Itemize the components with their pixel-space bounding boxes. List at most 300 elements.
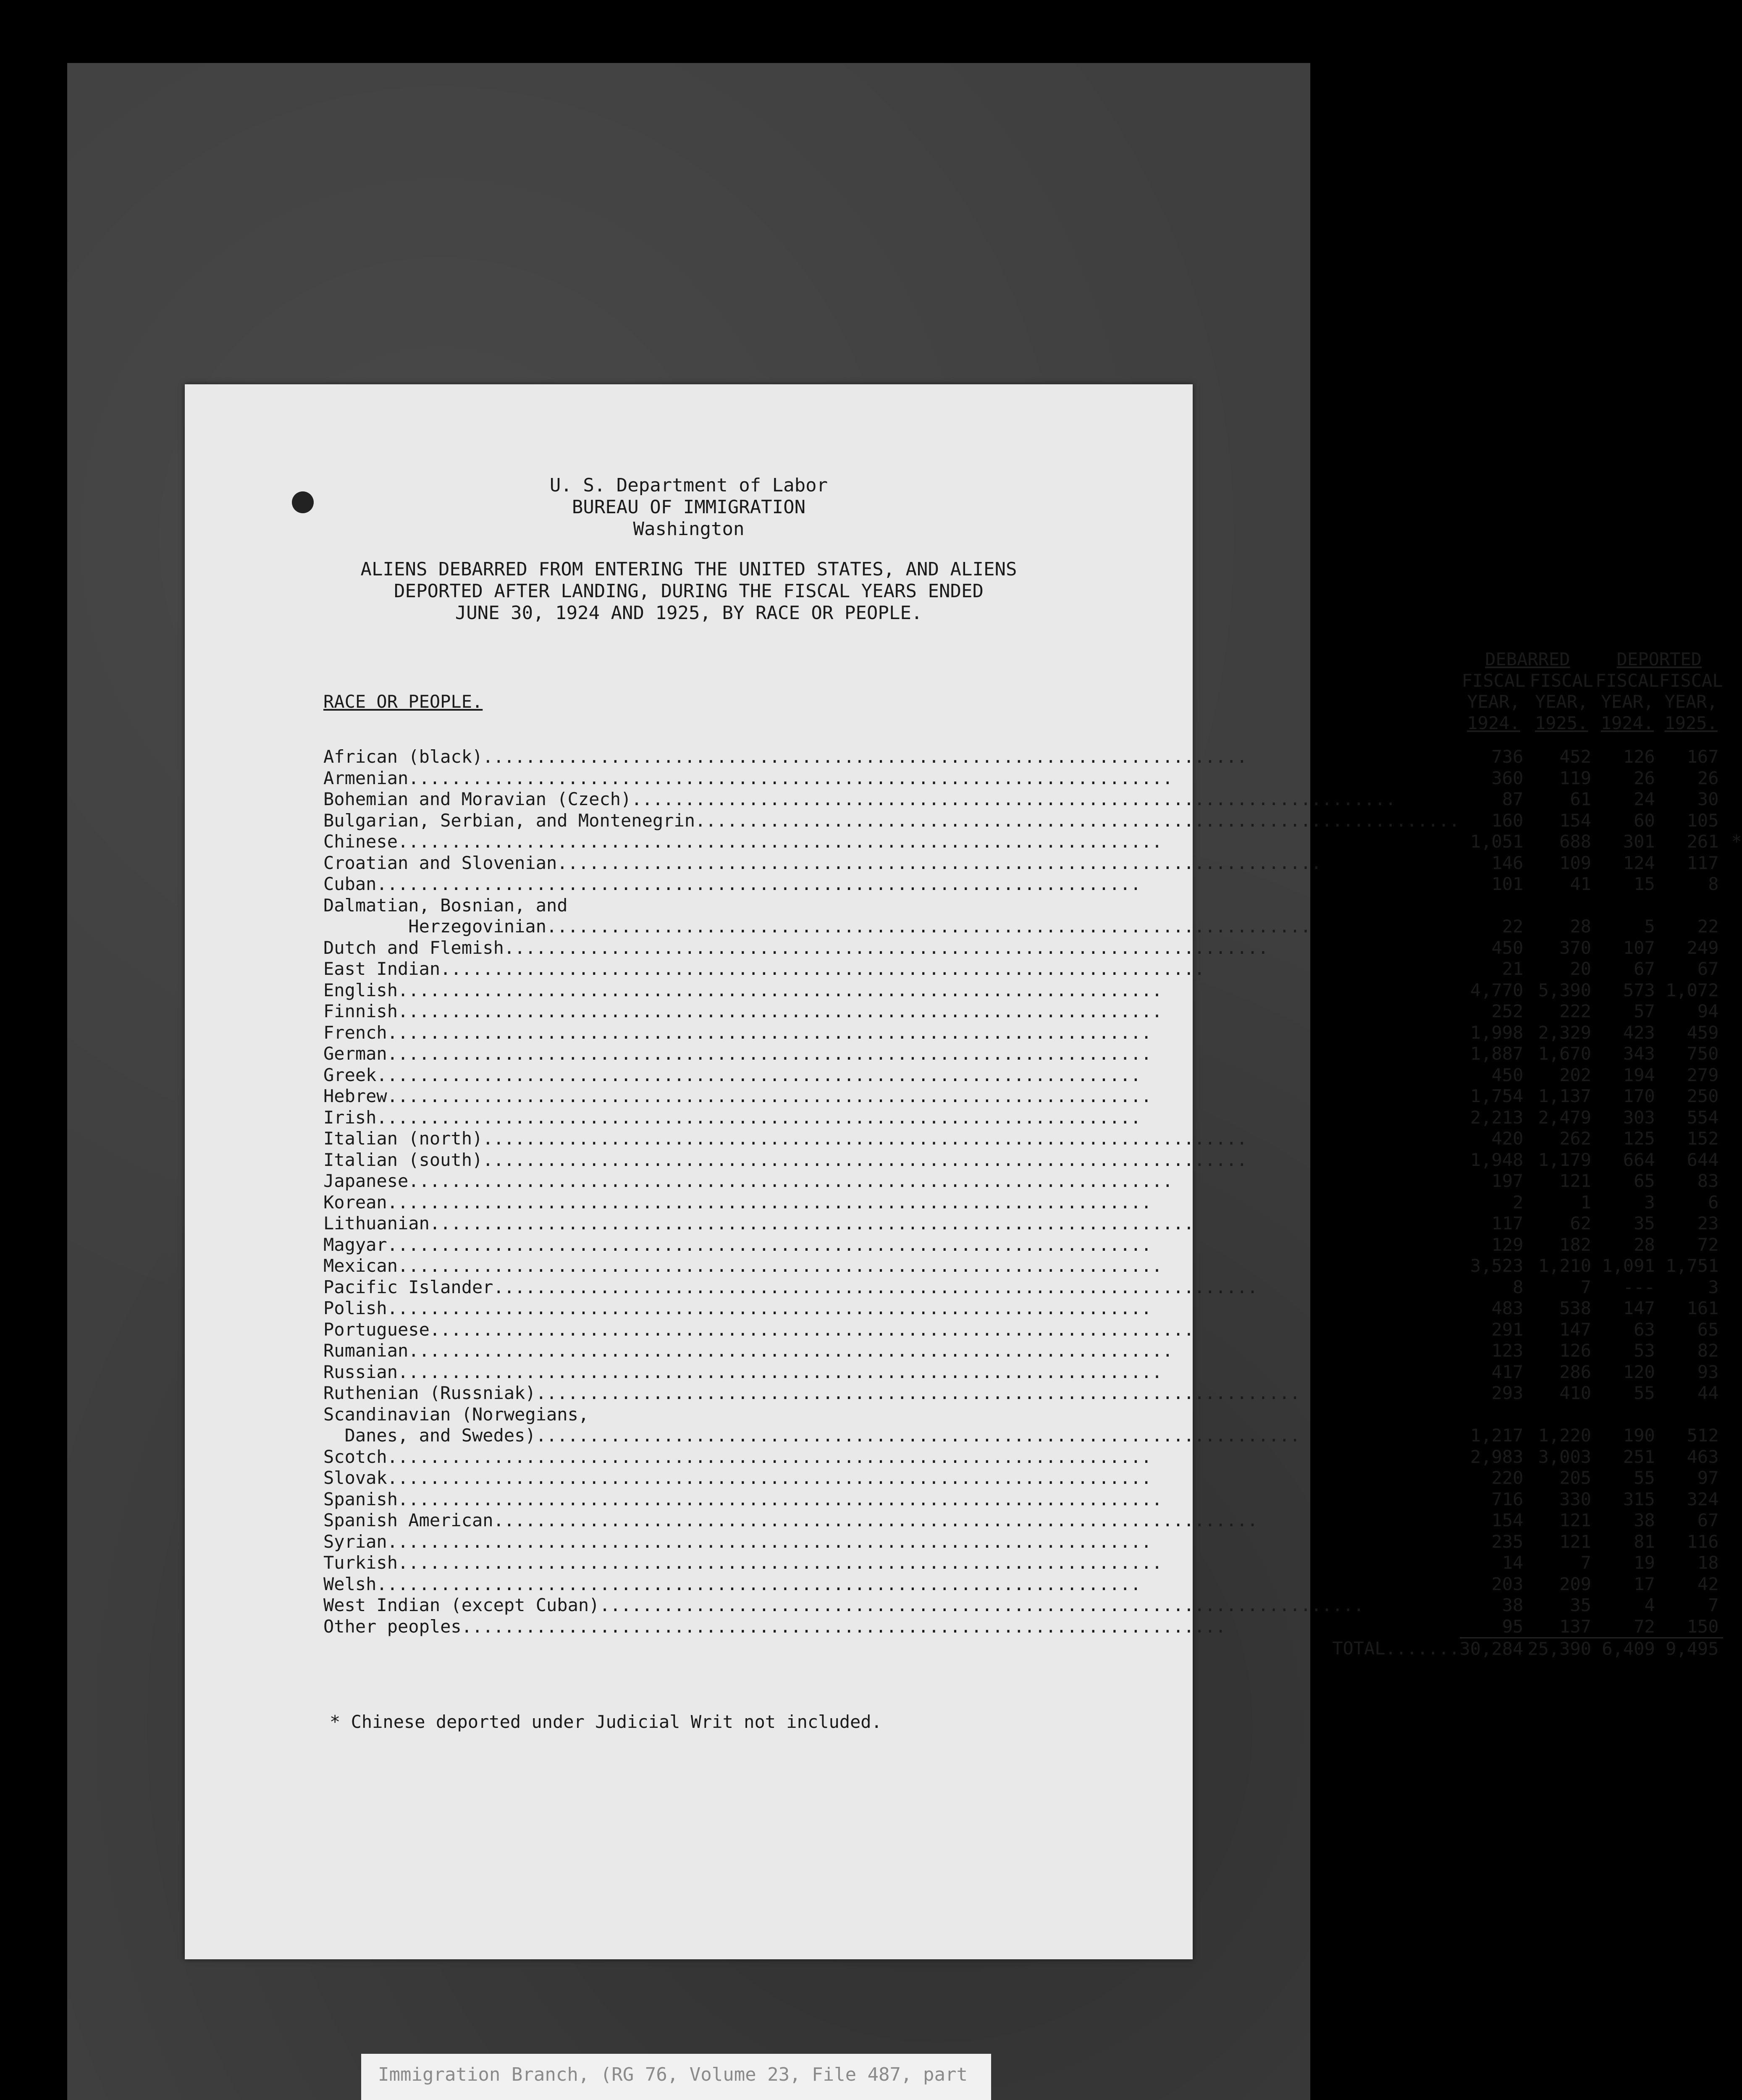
row-label: Finnish <box>323 1001 398 1021</box>
row-label: Hebrew <box>323 1086 387 1106</box>
table-cell: 26 <box>1634 767 1655 788</box>
table-cell: 124 <box>1623 852 1655 873</box>
table-cell: 291 <box>1491 1319 1524 1340</box>
table-row <box>323 1298 1742 1319</box>
table-cell: 170 <box>1623 1086 1655 1106</box>
group-header-debarred: DEBARRED <box>1485 649 1570 669</box>
table-cell: 249 <box>1687 937 1719 958</box>
table-cell: 182 <box>1559 1234 1592 1255</box>
row-label: English <box>323 979 398 1000</box>
table-cell: 19 <box>1634 1552 1655 1573</box>
table-row <box>323 1277 1742 1298</box>
row-label: Other peoples <box>323 1616 462 1637</box>
title-line: DEPORTED AFTER LANDING, DURING THE FISCAL YEARS ENDED <box>394 580 984 602</box>
leader-dots <box>408 1340 1173 1361</box>
table-cell: 2 <box>1513 1192 1524 1213</box>
statistics-table <box>323 649 1742 1660</box>
leader-dots <box>631 789 1396 809</box>
table-row <box>323 1107 1742 1129</box>
table-cell <box>1659 895 1723 916</box>
row-label: Ruthenian (Russniak) <box>323 1383 536 1403</box>
table-row <box>323 874 1742 895</box>
table-cell: 3 <box>1708 1276 1719 1297</box>
table-cell: 147 <box>1559 1319 1592 1340</box>
leader-dots <box>398 1255 1162 1276</box>
table-cell <box>1460 1404 1528 1425</box>
table-cell: 67 <box>1697 1510 1719 1530</box>
table-cell: 252 <box>1491 1001 1524 1021</box>
table-cell: 7 <box>1580 1552 1592 1573</box>
row-label: Italian (south) <box>323 1149 483 1170</box>
table-cell: 137 <box>1559 1616 1592 1637</box>
row-label: Magyar <box>323 1234 387 1255</box>
leader-dots <box>483 746 1247 767</box>
table-cell: 55 <box>1634 1467 1655 1488</box>
table-row <box>323 1595 1742 1616</box>
table-cell: 154 <box>1559 810 1592 831</box>
table-cell: 664 <box>1623 1149 1655 1170</box>
year-header: FISCAL YEAR, 1924. <box>1461 670 1526 733</box>
table-cell: 17 <box>1634 1573 1655 1594</box>
table-row <box>323 1192 1742 1213</box>
row-label: Turkish <box>323 1552 398 1573</box>
row-label: Polish <box>323 1298 387 1318</box>
title-line: JUNE 30, 1924 AND 1925, BY RACE OR PEOPLE. <box>455 602 923 624</box>
row-label: Japanese <box>323 1171 409 1191</box>
table-cell: 262 <box>1559 1128 1592 1149</box>
row-label: Lithuanian <box>323 1213 430 1234</box>
table-cell: 1,051 <box>1470 831 1524 852</box>
race-column-header: RACE OR PEOPLE. <box>323 691 483 712</box>
row-label: East Indian <box>323 958 441 979</box>
leader-dots <box>408 768 1173 788</box>
table-cell: 125 <box>1623 1128 1655 1149</box>
table-cell: 1,948 <box>1470 1149 1524 1170</box>
table-cell: 194 <box>1623 1064 1655 1085</box>
leader-dots <box>387 1234 1152 1255</box>
table-cell: 116 <box>1687 1531 1719 1552</box>
table-cell: 67 <box>1697 958 1719 979</box>
table-cell: 190 <box>1623 1425 1655 1446</box>
table-row <box>323 831 1742 853</box>
leader-dots <box>387 1446 1152 1467</box>
leader-dots <box>387 1467 1152 1488</box>
leader-dots <box>387 1298 1152 1318</box>
table-cell: 167 <box>1687 746 1719 767</box>
row-label: Irish <box>323 1107 377 1128</box>
leader-dots <box>398 1001 1162 1021</box>
table-cell: 420 <box>1491 1128 1524 1149</box>
table-cell: 203 <box>1491 1573 1524 1594</box>
table-cell: 126 <box>1559 1340 1592 1361</box>
table-cell: 117 <box>1491 1213 1524 1234</box>
table-row <box>323 1043 1742 1065</box>
table-cell: 716 <box>1491 1488 1524 1509</box>
table-row <box>323 895 1742 916</box>
table-cell: 101 <box>1491 874 1524 894</box>
table-row <box>323 1425 1742 1446</box>
total-row <box>323 1638 1742 1660</box>
footnote: * Chinese deported under Judicial Writ not included. <box>330 1712 882 1732</box>
table-cell: 512 <box>1687 1425 1719 1446</box>
table-cell: 573 <box>1623 979 1655 1000</box>
row-label: Portuguese <box>323 1319 430 1340</box>
table-cell: 67 <box>1634 958 1655 979</box>
table-cell: 293 <box>1491 1383 1524 1403</box>
leader-dots <box>376 1107 1141 1128</box>
document-title <box>185 559 1193 624</box>
table-cell: 1,670 <box>1538 1043 1592 1064</box>
table-cell: 736 <box>1491 746 1524 767</box>
table-cell: 4,770 <box>1470 979 1524 1000</box>
table-cell: 147 <box>1623 1298 1655 1318</box>
leader-dots <box>387 1192 1152 1213</box>
table-cell: 5 <box>1644 916 1655 937</box>
table-row <box>323 1065 1742 1086</box>
table-cell: 315 <box>1623 1488 1655 1509</box>
table-cell: 121 <box>1559 1510 1592 1530</box>
row-label: Slovak <box>323 1467 387 1488</box>
table-cell: 250 <box>1687 1086 1719 1106</box>
table-cell: 554 <box>1687 1107 1719 1128</box>
table-cell: 303 <box>1623 1107 1655 1128</box>
row-label: Chinese <box>323 831 398 852</box>
row-label: Spanish <box>323 1488 398 1509</box>
table-cell: 105 <box>1687 810 1719 831</box>
total-cell: 25,390 <box>1527 1638 1595 1660</box>
table-cell: 129 <box>1491 1234 1524 1255</box>
table-cell: 35 <box>1634 1213 1655 1234</box>
table-cell: 750 <box>1687 1043 1719 1064</box>
table-row <box>323 1022 1742 1044</box>
table-row <box>323 1213 1742 1234</box>
table-cell: 97 <box>1697 1467 1719 1488</box>
table-cell: 81 <box>1634 1531 1655 1552</box>
table-cell: 410 <box>1559 1383 1592 1403</box>
total-label: TOTAL....... <box>1332 1638 1460 1659</box>
table-row <box>323 1404 1742 1425</box>
table-cell: 57 <box>1634 1001 1655 1021</box>
row-label: African (black) <box>323 746 483 767</box>
table-cell: 160 <box>1491 810 1524 831</box>
table-cell: 28 <box>1634 1234 1655 1255</box>
table-cell: 1,072 <box>1666 979 1719 1000</box>
leader-dots <box>398 1489 1162 1509</box>
table-cell: 123 <box>1491 1340 1524 1361</box>
footnote-mark: * <box>1731 831 1742 852</box>
table-cell: 279 <box>1687 1064 1719 1085</box>
row-label: Rumanian <box>323 1340 409 1361</box>
table-cell: 459 <box>1687 1022 1719 1043</box>
table-cell: 18 <box>1697 1552 1719 1573</box>
table-cell: 60 <box>1634 810 1655 831</box>
document-page <box>185 384 1742 1959</box>
leader-dots <box>376 874 1141 894</box>
table-cell: 330 <box>1559 1488 1592 1509</box>
table-cell <box>1595 1404 1659 1425</box>
leader-dots <box>536 1383 1301 1403</box>
table-row <box>323 1001 1742 1022</box>
row-label: Spanish American <box>323 1510 493 1530</box>
table-cell: 8 <box>1708 874 1719 894</box>
table-cell: 26 <box>1697 767 1719 788</box>
table-row <box>323 1446 1742 1468</box>
table-cell: 22 <box>1502 916 1524 937</box>
row-label: West Indian (except Cuban) <box>323 1595 600 1615</box>
leader-dots <box>546 916 1311 937</box>
table-row <box>323 1150 1742 1171</box>
table-cell: 205 <box>1559 1467 1592 1488</box>
table-cell: 87 <box>1502 789 1524 809</box>
table-cell <box>1595 895 1659 916</box>
table-cell: 7 <box>1580 1276 1592 1297</box>
header-line: Washington <box>633 518 745 540</box>
leader-dots <box>536 1425 1301 1446</box>
row-label: Bulgarian, Serbian, and Montenegrin <box>323 810 695 831</box>
table-cell: 1,220 <box>1538 1425 1592 1446</box>
leader-dots <box>462 1616 1226 1637</box>
table-cell: 3,003 <box>1538 1446 1592 1467</box>
table-cell: 324 <box>1687 1488 1719 1509</box>
year-header: FISCAL YEAR, 1924. <box>1595 670 1659 733</box>
table-cell: 63 <box>1634 1319 1655 1340</box>
row-label: Croatian and Slovenian <box>323 852 557 873</box>
table-row <box>323 1086 1742 1107</box>
table-row <box>323 1340 1742 1362</box>
title-line: ALIENS DEBARRED FROM ENTERING THE UNITED STATES, AND ALIENS <box>360 559 1017 580</box>
row-label: Mexican <box>323 1255 398 1276</box>
table-cell: 65 <box>1697 1319 1719 1340</box>
row-label: Cuban <box>323 874 377 894</box>
leader-dots <box>430 1319 1194 1340</box>
row-label: Herzegovinian <box>323 916 547 937</box>
table-row <box>323 810 1742 832</box>
table-row <box>323 746 1742 768</box>
table-row <box>323 1362 1742 1383</box>
table-cell: 109 <box>1559 852 1592 873</box>
table-cell: 28 <box>1570 916 1592 937</box>
table-cell: 95 <box>1502 1616 1524 1637</box>
table-cell: 15 <box>1634 874 1655 894</box>
table-row <box>323 980 1742 1001</box>
row-label: Bohemian and Moravian (Czech) <box>323 789 632 809</box>
table-cell: 38 <box>1634 1510 1655 1530</box>
table-cell: 82 <box>1697 1340 1719 1361</box>
total-cell: 9,495 <box>1659 1638 1723 1660</box>
table-row <box>323 1467 1742 1489</box>
table-cell: 20 <box>1570 958 1592 979</box>
table-cell: 121 <box>1559 1171 1592 1191</box>
table-cell: 120 <box>1623 1361 1655 1382</box>
leader-dots <box>408 1171 1173 1191</box>
table-row <box>323 1552 1742 1574</box>
table-cell <box>1527 1404 1595 1425</box>
table-cell: 72 <box>1697 1234 1719 1255</box>
table-cell: 8 <box>1513 1276 1524 1297</box>
row-label: Russian <box>323 1361 398 1382</box>
table-cell: 452 <box>1559 746 1592 767</box>
table-cell: 1,137 <box>1538 1086 1592 1106</box>
leader-dots <box>398 1552 1162 1573</box>
leader-dots <box>398 980 1162 1000</box>
table-cell: 35 <box>1570 1595 1592 1615</box>
table-cell: 117 <box>1687 852 1719 873</box>
row-label: Dalmatian, Bosnian, and <box>323 895 568 916</box>
table-cell: 2,479 <box>1538 1107 1592 1128</box>
table-row <box>323 937 1742 959</box>
table-cell: 107 <box>1623 937 1655 958</box>
table-cell: 72 <box>1634 1616 1655 1637</box>
table-cell: 42 <box>1697 1573 1719 1594</box>
total-cell: 6,409 <box>1595 1638 1659 1660</box>
table-cell: 4 <box>1644 1595 1655 1615</box>
table-cell: 94 <box>1697 1001 1719 1021</box>
table-cell: 24 <box>1634 789 1655 809</box>
table-cell <box>1460 895 1528 916</box>
table-cell: 30 <box>1697 789 1719 809</box>
table-cell: 483 <box>1491 1298 1524 1318</box>
table-cell: 5,390 <box>1538 979 1592 1000</box>
table-cell: 93 <box>1697 1361 1719 1382</box>
table-cell: 1 <box>1580 1192 1592 1213</box>
table-cell: 220 <box>1491 1467 1524 1488</box>
table-cell: 14 <box>1502 1552 1524 1573</box>
leader-dots <box>387 1086 1152 1106</box>
table-cell: 1,887 <box>1470 1043 1524 1064</box>
table-cell: 343 <box>1623 1043 1655 1064</box>
table-cell: 2,213 <box>1470 1107 1524 1128</box>
table-cell: 301 <box>1623 831 1655 852</box>
table-cell: 1,751 <box>1666 1255 1719 1276</box>
table-row <box>323 916 1742 937</box>
leader-dots <box>440 958 1205 979</box>
table-cell <box>1527 895 1595 916</box>
leader-dots <box>387 1022 1152 1043</box>
table-row <box>323 1489 1742 1510</box>
leader-dots <box>599 1595 1364 1615</box>
table-cell: 3,523 <box>1470 1255 1524 1276</box>
row-label: Welsh <box>323 1573 377 1594</box>
table-row <box>323 1234 1742 1256</box>
table-cell: 161 <box>1687 1298 1719 1318</box>
leader-dots <box>398 831 1162 852</box>
table-cell: 150 <box>1687 1616 1719 1637</box>
table-cell <box>1659 1404 1723 1425</box>
table-cell: 1,210 <box>1538 1255 1592 1276</box>
leader-dots <box>430 1213 1194 1234</box>
table-cell: 53 <box>1634 1340 1655 1361</box>
table-row <box>323 789 1742 810</box>
row-label: Korean <box>323 1192 387 1213</box>
table-row <box>323 1255 1742 1277</box>
table-row <box>323 1128 1742 1150</box>
table-cell: 360 <box>1491 767 1524 788</box>
leader-dots <box>387 1043 1152 1064</box>
table-cell: 154 <box>1491 1510 1524 1530</box>
table-cell: 688 <box>1559 831 1592 852</box>
table-row <box>323 1319 1742 1341</box>
table-cell: 41 <box>1570 874 1592 894</box>
leader-dots <box>557 853 1322 873</box>
table-cell: 38 <box>1502 1595 1524 1615</box>
table-cell: 2,983 <box>1470 1446 1524 1467</box>
table-cell: 6 <box>1708 1192 1719 1213</box>
group-header-deported: DEPORTED <box>1616 649 1702 669</box>
table-cell: 1,217 <box>1470 1425 1524 1446</box>
table-cell: 65 <box>1634 1171 1655 1191</box>
table-cell: 55 <box>1634 1383 1655 1403</box>
leader-dots <box>493 1277 1258 1297</box>
table-cell: 1,754 <box>1470 1086 1524 1106</box>
table-cell: 251 <box>1623 1446 1655 1467</box>
leader-dots <box>398 1362 1162 1382</box>
row-label: Dutch and Flemish <box>323 937 504 958</box>
table-cell: 126 <box>1623 746 1655 767</box>
leader-dots <box>376 1065 1141 1085</box>
table-cell: 423 <box>1623 1022 1655 1043</box>
row-label: Italian (north) <box>323 1128 483 1149</box>
table-cell: 644 <box>1687 1149 1719 1170</box>
table-row <box>323 1531 1742 1553</box>
table-cell: 538 <box>1559 1298 1592 1318</box>
table-row <box>323 1383 1742 1404</box>
table-cell: 370 <box>1559 937 1592 958</box>
table-cell: 417 <box>1491 1361 1524 1382</box>
leader-dots <box>387 1531 1152 1552</box>
table-cell: 152 <box>1687 1128 1719 1149</box>
table-cell: 261 <box>1687 831 1719 852</box>
table-row <box>323 1616 1742 1638</box>
archive-reference-slip: Immigration Branch, (RG 76, Volume 23, File 487, part <box>361 2054 991 2100</box>
row-label: Pacific Islander <box>323 1276 493 1297</box>
header-line: BUREAU OF IMMIGRATION <box>572 496 806 518</box>
table-cell: 23 <box>1697 1213 1719 1234</box>
table-row <box>323 853 1742 874</box>
table-cell: 3 <box>1644 1192 1655 1213</box>
table-cell: 121 <box>1559 1531 1592 1552</box>
table-cell: 197 <box>1491 1171 1524 1191</box>
table-cell: 1,179 <box>1538 1149 1592 1170</box>
table-cell: --- <box>1623 1276 1655 1297</box>
table-row <box>323 1510 1742 1531</box>
row-label: French <box>323 1022 387 1043</box>
table-cell: 44 <box>1697 1383 1719 1403</box>
total-cell: 30,284 <box>1460 1638 1528 1660</box>
row-label: Scandinavian (Norwegians, <box>323 1404 589 1425</box>
leader-dots <box>493 1510 1258 1530</box>
document-header <box>185 475 1193 540</box>
table-row <box>323 1574 1742 1595</box>
table-cell: 202 <box>1559 1064 1592 1085</box>
table-cell: 62 <box>1570 1213 1592 1234</box>
leader-dots <box>483 1128 1247 1149</box>
table-cell: 119 <box>1559 767 1592 788</box>
table-cell: 61 <box>1570 789 1592 809</box>
table-cell: 2,329 <box>1538 1022 1592 1043</box>
table-cell: 450 <box>1491 1064 1524 1085</box>
leader-dots <box>504 937 1269 958</box>
row-label: Greek <box>323 1064 377 1085</box>
table-cell: 286 <box>1559 1361 1592 1382</box>
row-label: Armenian <box>323 767 409 788</box>
row-label: German <box>323 1043 387 1064</box>
year-header: FISCAL YEAR, 1925. <box>1529 670 1594 733</box>
leader-dots <box>376 1574 1141 1594</box>
table-cell: 83 <box>1697 1171 1719 1191</box>
year-header: FISCAL YEAR, 1925. <box>1659 670 1723 733</box>
table-cell: 1,091 <box>1602 1255 1655 1276</box>
table-cell: 7 <box>1708 1595 1719 1615</box>
